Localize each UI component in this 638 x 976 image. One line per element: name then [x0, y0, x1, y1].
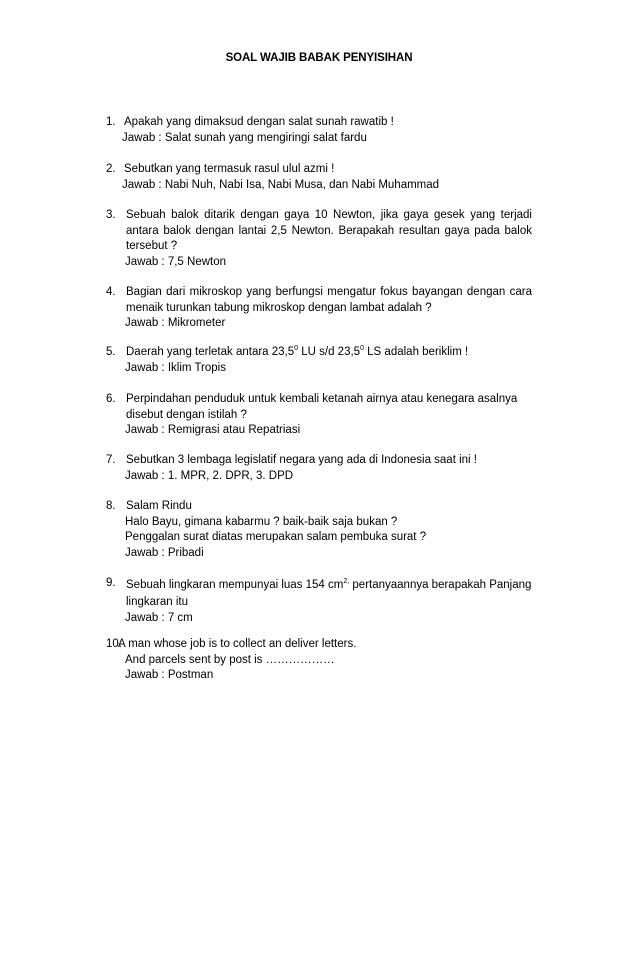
answer-text: Jawab : Nabi Nuh, Nabi Isa, Nabi Musa, dan Nabi Muhammad — [122, 178, 440, 191]
question-number: 10. — [106, 638, 122, 650]
superscript: 0 — [360, 345, 364, 352]
question-text: Perpindahan penduduk untuk kembali ketanah airnya atau kenegara asalnya disebut dengan istilah ? — [126, 393, 518, 421]
question-10 — [106, 637, 532, 684]
answer-text: Jawab : Postman — [125, 669, 214, 681]
question-text: Daerah yang terletak antara 23,5$^0$ LU s/d 23,5$^0$ LS adalah beriklim ! — [126, 345, 469, 358]
question-number: 8. — [106, 500, 116, 512]
question-text: Salam Rindu — [126, 500, 192, 512]
question-number: 3. — [106, 209, 116, 221]
question-number: 5. — [106, 346, 116, 358]
question-text: Sebutkan yang termasuk rasul ulul azmi ! — [124, 163, 335, 175]
letter-line: Halo Bayu, gimana kabarmu ? baik-baik saja bukan ? — [125, 515, 398, 528]
document-title: SOAL WAJIB BABAK PENYISIHAN — [225, 52, 413, 64]
answer-text: Jawab : Pribadi — [125, 546, 204, 559]
question-text: Apakah yang dimaksud dengan salat sunah rawatib ! — [124, 116, 394, 128]
question-1 — [106, 115, 532, 146]
superscript: 0 — [294, 345, 299, 352]
question-number: 9. — [106, 577, 116, 589]
question-9 — [106, 576, 532, 626]
question-text: Sebutkan 3 lembaga legislatif negara yang ada di Indonesia saat ini ! — [126, 454, 477, 466]
question-text-continued: And parcels sent by post is ……………… — [125, 653, 335, 666]
question-text: Bagian dari mikroskop yang berfungsi mengatur fokus bayangan dengan cara menaik turunkan tabung mikroskop dengan lambat adalah ? — [126, 286, 532, 314]
question-number: 6. — [106, 393, 116, 405]
question-4 — [106, 285, 532, 332]
question-number: 4. — [106, 286, 116, 298]
answer-text: Jawab : Mikrometer — [125, 317, 226, 329]
question-5 — [106, 345, 532, 376]
answer-text: Jawab : Iklim Tropis — [125, 361, 226, 374]
superscript: 2, — [343, 578, 350, 585]
question-number: 7. — [106, 454, 116, 466]
question-7 — [106, 453, 532, 484]
question-2 — [106, 162, 532, 193]
question-text: Sebuah lingkaran mempunyai luas 154 $cm^{2,}$ pertanyaannya berapakah Panjang — [126, 578, 532, 591]
question-8 — [106, 499, 532, 561]
question-prompt: Penggalan surat diatas merupakan salam pembuka surat ? — [125, 531, 427, 543]
answer-text: Jawab : 1. MPR, 2. DPR, 3. DPD — [125, 469, 294, 482]
answer-text: Jawab : 7 cm — [125, 611, 193, 624]
question-number: 2. — [106, 163, 116, 175]
question-6 — [106, 392, 532, 439]
question-text: Sebuah balok ditarik dengan gaya 10 Newton, jika gaya gesek yang terjadi antara balok dengan lantai 2,5 Newton. Berapakah resultan gaya pada balok tersebut ? — [126, 209, 532, 252]
question-text-continued: lingkaran itu — [126, 596, 189, 608]
question-3 — [106, 208, 532, 270]
answer-text: Jawab : Salat sunah yang mengiringi salat fardu — [122, 131, 367, 144]
question-number: 1. — [106, 116, 116, 128]
question-text: A man whose job is to collect an deliver letters. — [118, 638, 357, 650]
answer-text: Jawab : 7,5 Newton — [125, 255, 227, 268]
answer-text: Jawab : Remigrasi atau Repatriasi — [125, 424, 301, 436]
